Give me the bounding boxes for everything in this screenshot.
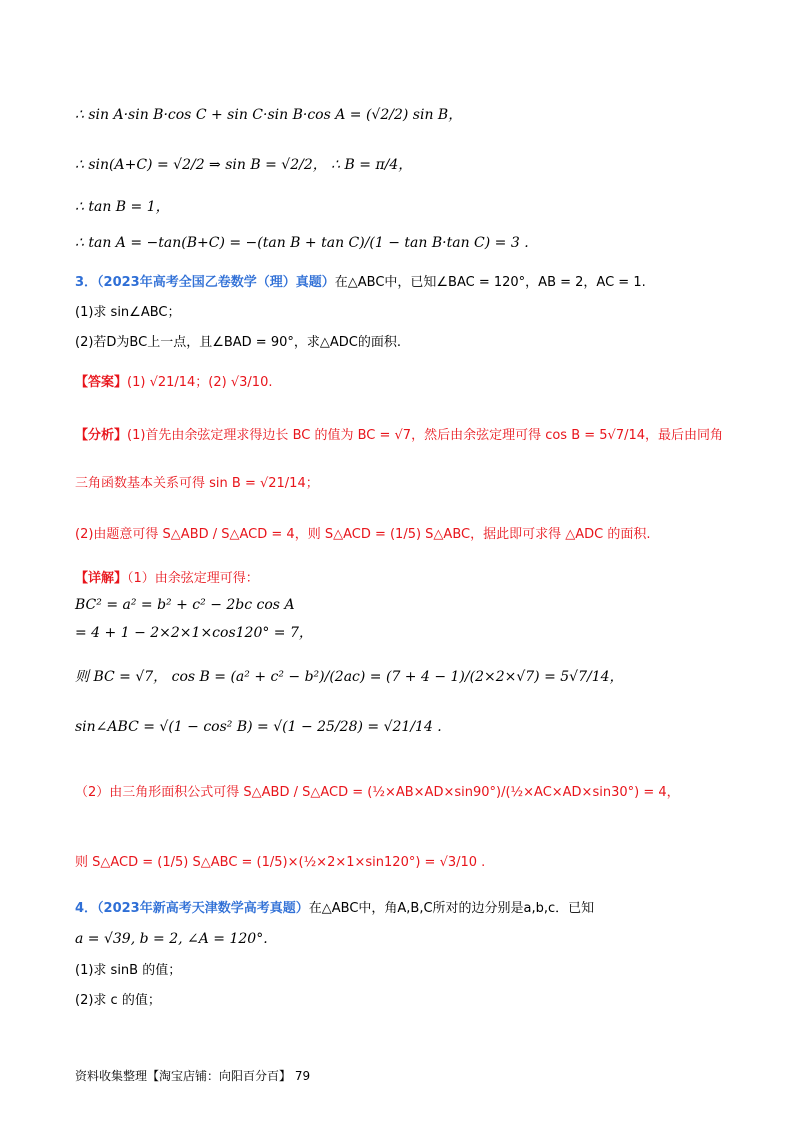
question-4-part-1: (1)求 sinB 的值； <box>75 963 182 978</box>
answer-line: 【答案】(1) √21/14；(2) √3/10. <box>75 375 273 390</box>
question-source: （2023年新高考天津数学高考真题） <box>97 901 309 916</box>
question-source: （2023年高考全国乙卷数学（理）真题） <box>97 275 335 290</box>
question-text: 在△ABC中，已知∠BAC = 120°，AB = 2，AC = 1. <box>334 275 646 290</box>
equation-line-4: ∴ tan A = −tan(B+C) = −(tan B + tan C)/(1 − tan B·tan C) = 3 . <box>75 235 529 251</box>
question-3-part-2: (2)若D为BC上一点，且∠BAD = 90°，求△ADC的面积. <box>75 335 401 350</box>
page-footer: 资料收集整理【淘宝店铺：向阳百分百】 79 <box>75 1069 311 1083</box>
detail-line-3: = 4 + 1 − 2×2×1×cos120° = 7， <box>75 625 313 641</box>
question-text: 在△ABC中，角A,B,C所对的边分别是a,b,c．已知 <box>308 901 595 916</box>
question-4-header <box>75 898 594 920</box>
detail-label: 【详解】 <box>75 571 128 586</box>
question-4-part-2: (2)求 c 的值； <box>75 993 161 1008</box>
analysis-line-3: (2)由题意可得 S△ABD / S△ACD = 4，则 S△ACD = (1/5) S△ABC，据此即可求得 △ADC 的面积. <box>75 527 651 542</box>
equation-line-3: ∴ tan B = 1， <box>75 199 170 215</box>
analysis-line-2: 三角函数基本关系可得 sin B = √21/14； <box>75 476 319 491</box>
question-number: 3． <box>75 275 98 290</box>
detail-line-4: 则 BC = √7， cos B = (a² + c² − b²)/(2ac) = (7 + 4 − 1)/(2×2×√7) = 5√7/14， <box>75 669 624 685</box>
equation-line-1: ∴ sin A·sin B·cos C + sin C·sin B·cos A = (√2/2) sin B， <box>75 107 463 123</box>
question-3-header <box>75 272 646 294</box>
question-3-part-1: (1)求 sin∠ABC； <box>75 305 181 320</box>
detail-line-6: （2）由三角形面积公式可得 S△ABD / S△ACD = (½×AB×AD×sin90°)/(½×AC×AD×sin30°) = 4， <box>75 785 680 800</box>
analysis-label: 【分析】 <box>75 428 128 443</box>
detail-line-7: 则 S△ACD = (1/5) S△ABC = (1/5)×(½×2×1×sin120°) = √3/10 . <box>75 855 486 870</box>
analysis-line-1: 【分析】(1)首先由余弦定理求得边长 BC 的值为 BC = √7，然后由余弦定理可得 cos B = 5√7/14，最后由同角 <box>75 428 724 443</box>
equation-line-2: ∴ sin(A+C) = √2/2 ⇒ sin B = √2/2， ∴ B = π/4， <box>75 157 413 173</box>
question-4-condition: a = √39, b = 2, ∠A = 120°. <box>75 931 268 947</box>
detail-line-2: BC² = a² = b² + c² − 2bc cos A <box>75 597 295 613</box>
detail-line-1: 【详解】（1）由余弦定理可得： <box>75 571 259 586</box>
detail-line-5: sin∠ABC = √(1 − cos² B) = √(1 − 25/28) = √21/14 . <box>75 719 442 735</box>
question-number: 4． <box>75 901 98 916</box>
